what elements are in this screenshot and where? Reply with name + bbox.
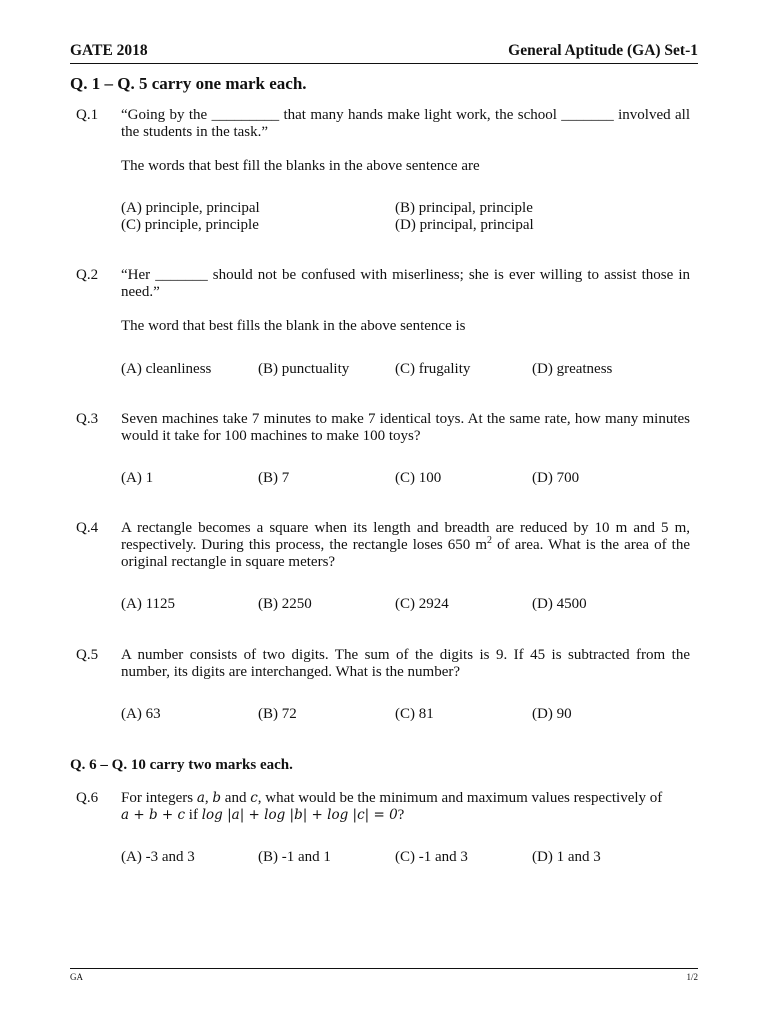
option-c: (C) 100 (395, 470, 442, 486)
option-d: (D) principal, principal (395, 217, 534, 233)
option-d: (D) 90 (532, 706, 572, 722)
question-text: A number consists of two digits. The sum of the digits is 9. If 45 is subtracted from the number, its digits are interchanged. What is the number? (121, 647, 690, 680)
option-a: (A) 1 (121, 470, 154, 486)
question-number: Q.5 (76, 647, 99, 663)
question-number: Q.1 (76, 107, 99, 123)
math-var: a (196, 790, 205, 806)
question-text: “Going by the _________ that many hands make light work, the school _______ involved all the students in the task.” (121, 107, 690, 140)
options (121, 849, 669, 866)
superscript: 2 (487, 535, 493, 546)
question-5 (76, 647, 690, 722)
math-var: c (250, 790, 258, 806)
math-expression: a + b + c (121, 807, 186, 823)
question-number: Q.2 (76, 267, 99, 283)
option-b: (B) -1 and 1 (258, 849, 331, 865)
question-3 (76, 411, 690, 486)
question-number: Q.4 (76, 520, 99, 536)
section-title: Q. 6 – Q. 10 carry two marks each. (70, 757, 293, 773)
option-b: (B) principal, principle (395, 200, 533, 216)
option-a: (A) cleanliness (121, 361, 212, 377)
footer-rule (70, 968, 698, 969)
options (121, 706, 669, 723)
options (121, 470, 669, 487)
option-b: (B) punctuality (258, 361, 350, 377)
option-c: (C) 81 (395, 706, 434, 722)
question-2 (76, 267, 690, 377)
question-number: Q.3 (76, 411, 99, 427)
option-c: (C) frugality (395, 361, 471, 377)
math-condition: log |a| + log |b| + log |c| = 0 (201, 807, 398, 823)
page-footer (70, 972, 698, 982)
question-number: Q.6 (76, 790, 99, 806)
option-a: (A) 1125 (121, 596, 176, 612)
question-text: Seven machines take 7 minutes to make 7 identical toys. At the same rate, how many minutes would it take for 100 machines to make 100 toys? (121, 411, 690, 444)
question-text: A rectangle becomes a square when its length and breadth are reduced by 10 m and 5 m, respectively. During this process, the rectangle loses 650 $m^2$ of area. What is the area of the original rectangle in square meters? (121, 520, 690, 570)
option-d: (D) 1 and 3 (532, 849, 601, 865)
option-a: (A) 63 (121, 706, 161, 722)
paper-title: General Aptitude (GA) Set-1 (508, 42, 698, 59)
footer-left: GA (70, 972, 83, 982)
option-a: (A) -3 and 3 (121, 849, 195, 865)
question-4 (76, 520, 690, 612)
options (121, 361, 669, 378)
page-number: 1/2 (686, 972, 698, 982)
question-text-line2: a + b + c if log |a| + log |b| + log |c| = 0? (121, 807, 405, 823)
header-rule (70, 63, 698, 64)
option-d: (D) 4500 (532, 596, 587, 612)
question-prompt: The word that best fills the blank in the above sentence is (121, 318, 466, 334)
option-d: (D) greatness (532, 361, 613, 377)
question-prompt: The words that best fill the blanks in the above sentence are (121, 158, 480, 174)
question-1 (76, 107, 690, 233)
options (121, 200, 690, 234)
option-b: (B) 2250 (258, 596, 312, 612)
options (121, 596, 669, 613)
math-var: b (212, 790, 222, 806)
question-6 (76, 790, 690, 865)
option-d: (D) 700 (532, 470, 580, 486)
section-title: Q. 1 – Q. 5 carry one mark each. (70, 74, 307, 93)
question-text: “Her _______ should not be confused with miserliness; she is ever willing to assist those in need.” (121, 267, 690, 300)
exam-title: GATE 2018 (70, 42, 148, 59)
option-b: (B) 72 (258, 706, 297, 722)
option-b: (B) 7 (258, 470, 290, 486)
option-c: (C) principle, principle (121, 217, 259, 233)
page-header (70, 42, 698, 60)
option-c: (C) 2924 (395, 596, 449, 612)
option-c: (C) -1 and 3 (395, 849, 468, 865)
question-text: For integers a, b and c, what would be the minimum and maximum values respectively of (121, 790, 663, 806)
option-a: (A) principle, principal (121, 200, 260, 216)
